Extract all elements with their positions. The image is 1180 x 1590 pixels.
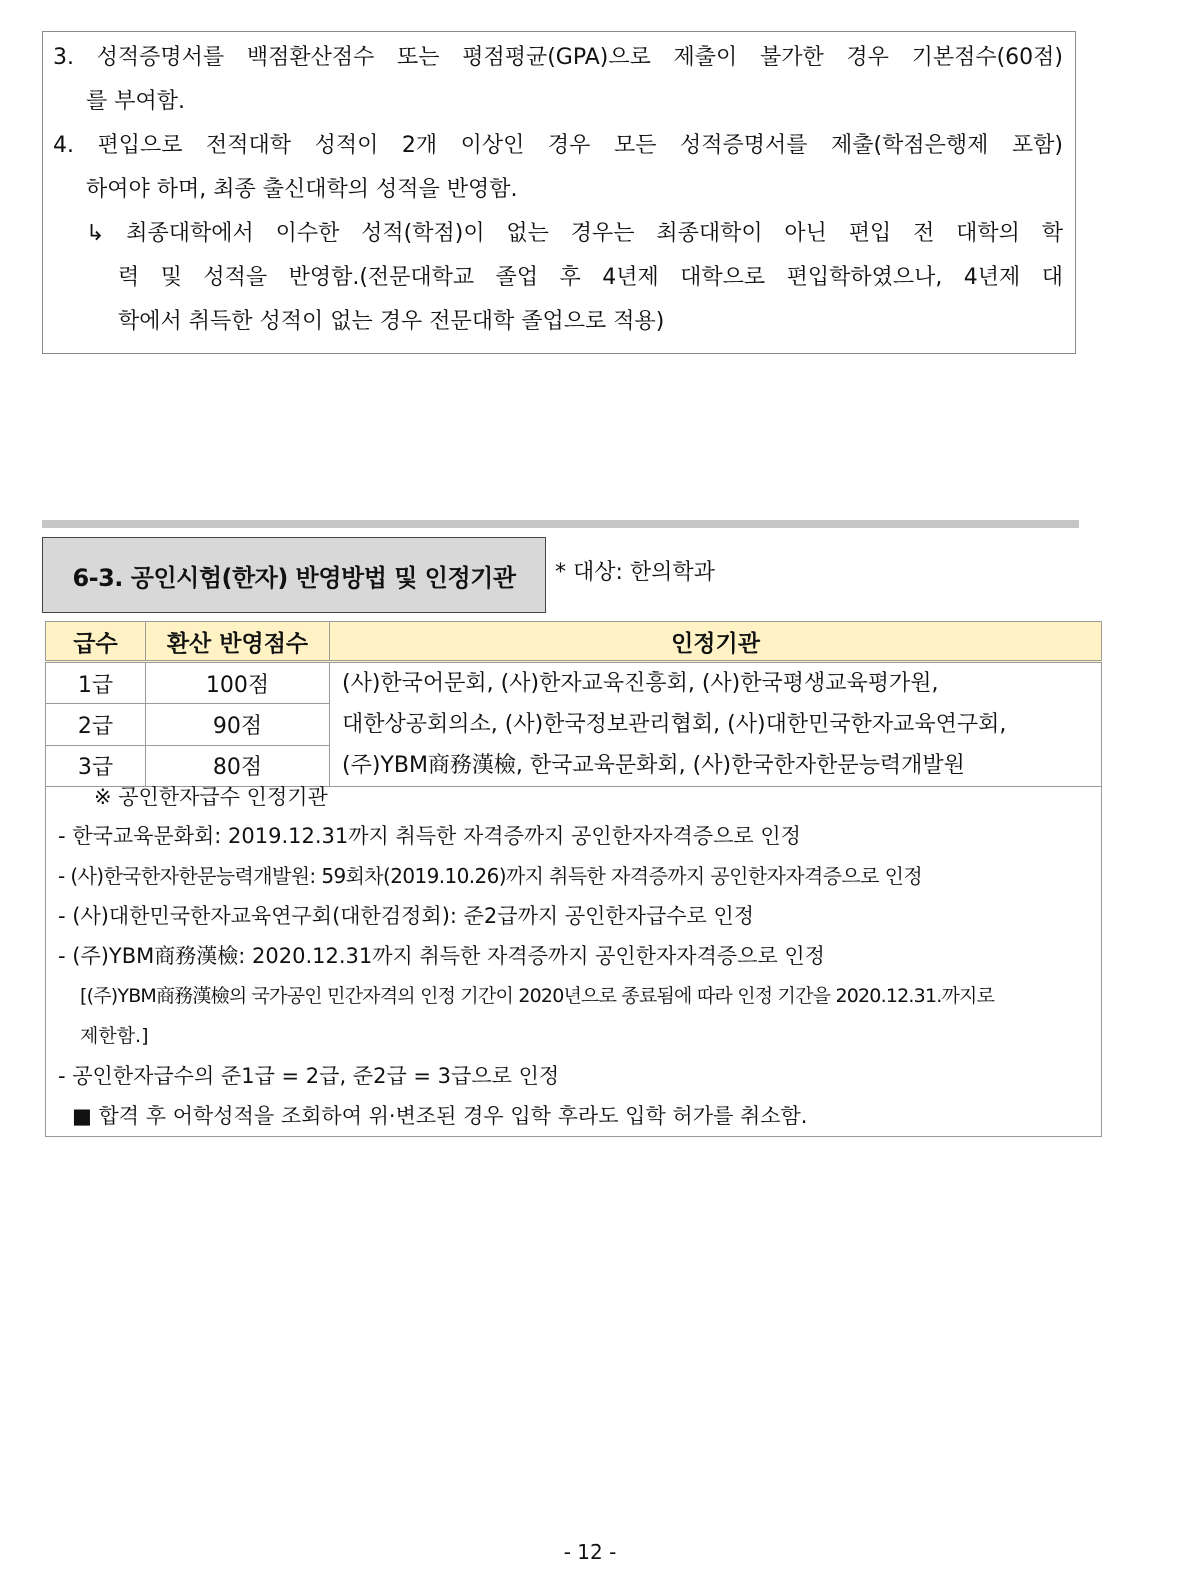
grade-cell: 2급	[46, 704, 146, 745]
grade-cell: 3급	[46, 745, 146, 786]
header-grade: 급수	[46, 622, 146, 662]
institution-cell	[330, 662, 1102, 787]
cancellation-notice: ■ 합격 후 어학성적을 조회하여 위·변조된 경우 입학 후라도 입학 허가를 취소함.	[72, 1104, 808, 1128]
item-4-sub-line-1: ↳ 최종대학에서 이수한 성적(학점)이 없는 경우는 최종대학이 아닌 편입 전 대학의 학	[86, 221, 1063, 246]
institution-line: 대한상공회의소, (사)한국정보관리협회, (사)대한민국한자교육연구회,	[342, 712, 1007, 737]
item-4-line-1: 4. 편입으로 전적대학 성적이 2개 이상인 경우 모든 성적증명서를 제출(학점은행제 포함)	[53, 133, 1063, 158]
note-line: - (사)한국한자한문능력개발원: 59회차(2019.10.26)까지 취득한 자격증까지 공인한자자격증으로 인정	[58, 864, 923, 888]
note-line: - 한국교육문화회: 2019.12.31까지 취득한 자격증까지 공인한자자격증으로 인정	[58, 824, 801, 848]
section-divider	[42, 520, 1079, 528]
grade-cell: 1급	[46, 662, 146, 704]
header-score: 환산 반영점수	[146, 622, 330, 662]
note-sub-line: [(주)YBM商務漢檢의 국가공인 민간자격의 인정 기간이 2020년으로 종료됨에 따라 인정 기간을 2020.12.31.까지로	[80, 985, 995, 1007]
table-row	[46, 662, 1102, 704]
score-cell: 90점	[146, 704, 330, 745]
item-3-line-2: 를 부여함.	[86, 89, 185, 114]
notes-heading: ※ 공인한자급수 인정기관	[94, 785, 328, 809]
note-sub-line: 제한함.]	[80, 1025, 149, 1047]
note-line: - (주)YBM商務漢檢: 2020.12.31까지 취득한 자격증까지 공인한자자격증으로 인정	[58, 944, 825, 968]
institution-line: (주)YBM商務漢檢, 한국교육문화회, (사)한국한자한문능력개발원	[342, 753, 965, 778]
table-header-row	[46, 622, 1102, 662]
item-4-sub-line-3: 학에서 취득한 성적이 없는 경우 전문대학 졸업으로 적용)	[118, 309, 665, 334]
page-number: - 12 -	[563, 1540, 617, 1564]
notes-box	[45, 782, 1102, 1137]
header-institution: 인정기관	[330, 622, 1102, 662]
score-cell: 100점	[146, 662, 330, 704]
item-3-line-1: 3. 성적증명서를 백점환산점수 또는 평점평균(GPA)으로 제출이 불가한 경우 기본점수(60점)	[53, 45, 1063, 70]
item-4-sub-line-2: 력 및 성적을 반영함.(전문대학교 졸업 후 4년제 대학으로 편입학하였으나, 4년제 대	[118, 265, 1063, 290]
requirements-box	[42, 31, 1076, 354]
note-line: - (사)대한민국한자교육연구회(대한검정회): 준2급까지 공인한자급수로 인정	[58, 904, 755, 928]
section-target: * 대상: 한의학과	[555, 560, 715, 585]
note-line: - 공인한자급수의 준1급 = 2급, 준2급 = 3급으로 인정	[58, 1064, 560, 1088]
institution-line: (사)한국어문회, (사)한자교육진흥회, (사)한국평생교육평가원,	[342, 671, 939, 696]
item-4-line-2: 하여야 하며, 최종 출신대학의 성적을 반영함.	[86, 177, 518, 202]
grade-table	[45, 621, 1102, 787]
section-title: 6-3. 공인시험(한자) 반영방법 및 인정기관	[42, 537, 546, 613]
score-cell: 80점	[146, 745, 330, 786]
